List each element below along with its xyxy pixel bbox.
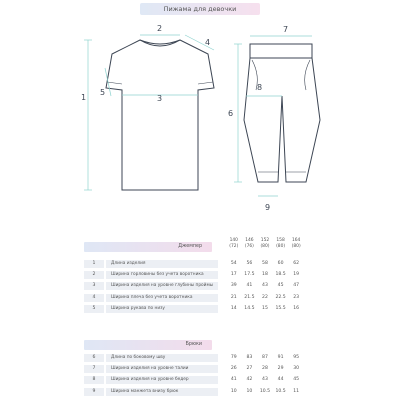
row-number: 5: [84, 305, 104, 313]
size-col-3: 152 (80): [260, 238, 270, 249]
row-number: 3: [84, 282, 104, 290]
measure-label-6: 6: [228, 109, 234, 118]
cell: 58: [262, 261, 268, 266]
row-label: Ширина изделия на уровне бедер: [106, 376, 218, 384]
measure-label-5: 5: [100, 88, 106, 97]
cell: 95: [293, 355, 300, 360]
cell: 19: [293, 272, 300, 278]
bottoms-size-table: [84, 340, 320, 397]
cell: 83: [246, 355, 253, 360]
bottoms-table-header: [84, 340, 320, 352]
cell: 22: [262, 294, 268, 300]
row-number: 1: [84, 260, 104, 268]
tops-table-header: [84, 236, 320, 258]
measure-label-1: 1: [81, 93, 87, 102]
row-label: Длина изделия: [106, 260, 218, 268]
measure-label-4: 4: [205, 38, 211, 47]
bottoms-header-bar: [84, 340, 212, 350]
cell: 10.5: [275, 388, 286, 394]
cell: 16: [293, 305, 300, 311]
cell: 41: [246, 283, 253, 289]
size-columns: [226, 236, 320, 258]
size-col-4: 158 (80): [276, 238, 286, 249]
measure-label-9: 9: [265, 203, 271, 212]
cell: 60: [277, 261, 284, 266]
cell: 91: [277, 355, 284, 360]
row-label: Ширина изделия на уровне талии: [106, 365, 218, 373]
table-row: [84, 352, 320, 363]
cell: 17: [230, 272, 237, 278]
cell: 23: [293, 294, 300, 300]
row-number: 4: [84, 294, 104, 302]
tops-size-table: [84, 236, 320, 314]
row-label: Длина по боковому шву: [106, 354, 218, 362]
table-row: [84, 280, 320, 291]
cell: 56: [246, 261, 253, 266]
tshirt-measure-lines: [84, 35, 214, 190]
row-label: Ширина изделия на уровне глубины проймы: [106, 282, 218, 290]
table-row: [84, 374, 320, 385]
measure-label-2: 2: [157, 24, 163, 33]
cell: 41: [230, 377, 237, 383]
cell: 10: [246, 388, 253, 394]
cell: 79: [230, 355, 237, 360]
bottoms-header-title: Брюки: [185, 342, 202, 347]
size-col-5: 164 (80): [291, 238, 301, 249]
cell: 14: [230, 305, 237, 311]
cell: 62: [293, 261, 300, 266]
row-number: 6: [84, 354, 104, 362]
size-col-2: 146 (76): [244, 238, 254, 249]
cell: 30: [293, 366, 300, 372]
row-number: 2: [84, 271, 104, 279]
cell: 27: [246, 366, 253, 372]
cell: 45: [293, 377, 300, 383]
measure-label-7: 7: [283, 25, 289, 34]
cell: 22.5: [275, 294, 286, 300]
tops-header-title: Джемпер: [178, 244, 202, 249]
row-label: Ширина горловины без учета воротника: [106, 271, 218, 279]
table-row: [84, 269, 320, 280]
table-row: [84, 363, 320, 374]
cell: 10: [230, 388, 237, 394]
cell: 11: [293, 388, 300, 394]
size-col-1: 140 (72): [229, 238, 239, 249]
cell: 43: [262, 283, 268, 289]
table-row: [84, 303, 320, 314]
cell: 15: [262, 305, 268, 311]
cell: 21: [230, 294, 237, 300]
page-title: Пижама для девочки: [163, 5, 237, 13]
table-row: [84, 258, 320, 269]
cell: 54: [230, 261, 237, 266]
tshirt-drawing: [106, 40, 214, 190]
cell: 18: [262, 272, 268, 278]
cell: 43: [262, 377, 268, 383]
cell: 14.5: [244, 305, 255, 311]
table-row: [84, 386, 320, 397]
row-number: 9: [84, 388, 104, 396]
cell: 21.5: [244, 294, 255, 300]
measure-label-8: 8: [257, 83, 263, 92]
pants-drawing: [244, 44, 320, 182]
cell: 26: [230, 366, 237, 372]
cell: 44: [277, 377, 284, 383]
cell: 17.5: [244, 272, 255, 278]
cell: 28: [262, 366, 268, 372]
cell: 39: [230, 283, 237, 289]
cell: 47: [293, 283, 300, 289]
cell: 15.5: [275, 305, 286, 311]
table-row: [84, 292, 320, 303]
cell: 29: [277, 366, 284, 372]
cell: 45: [277, 283, 284, 289]
row-label: Ширина рукава по низу: [106, 305, 218, 313]
row-number: 7: [84, 365, 104, 373]
cell: 87: [262, 355, 268, 360]
cell: 10.5: [259, 388, 271, 394]
row-label: Ширина плеча без учета воротника: [106, 294, 218, 302]
cell: 18.5: [275, 272, 286, 278]
tops-header-bar: [84, 242, 212, 252]
row-label: Ширина манжета внизу брюк: [106, 388, 218, 396]
row-number: 8: [84, 376, 104, 384]
measure-label-3: 3: [157, 94, 163, 103]
cell: 42: [246, 377, 253, 383]
